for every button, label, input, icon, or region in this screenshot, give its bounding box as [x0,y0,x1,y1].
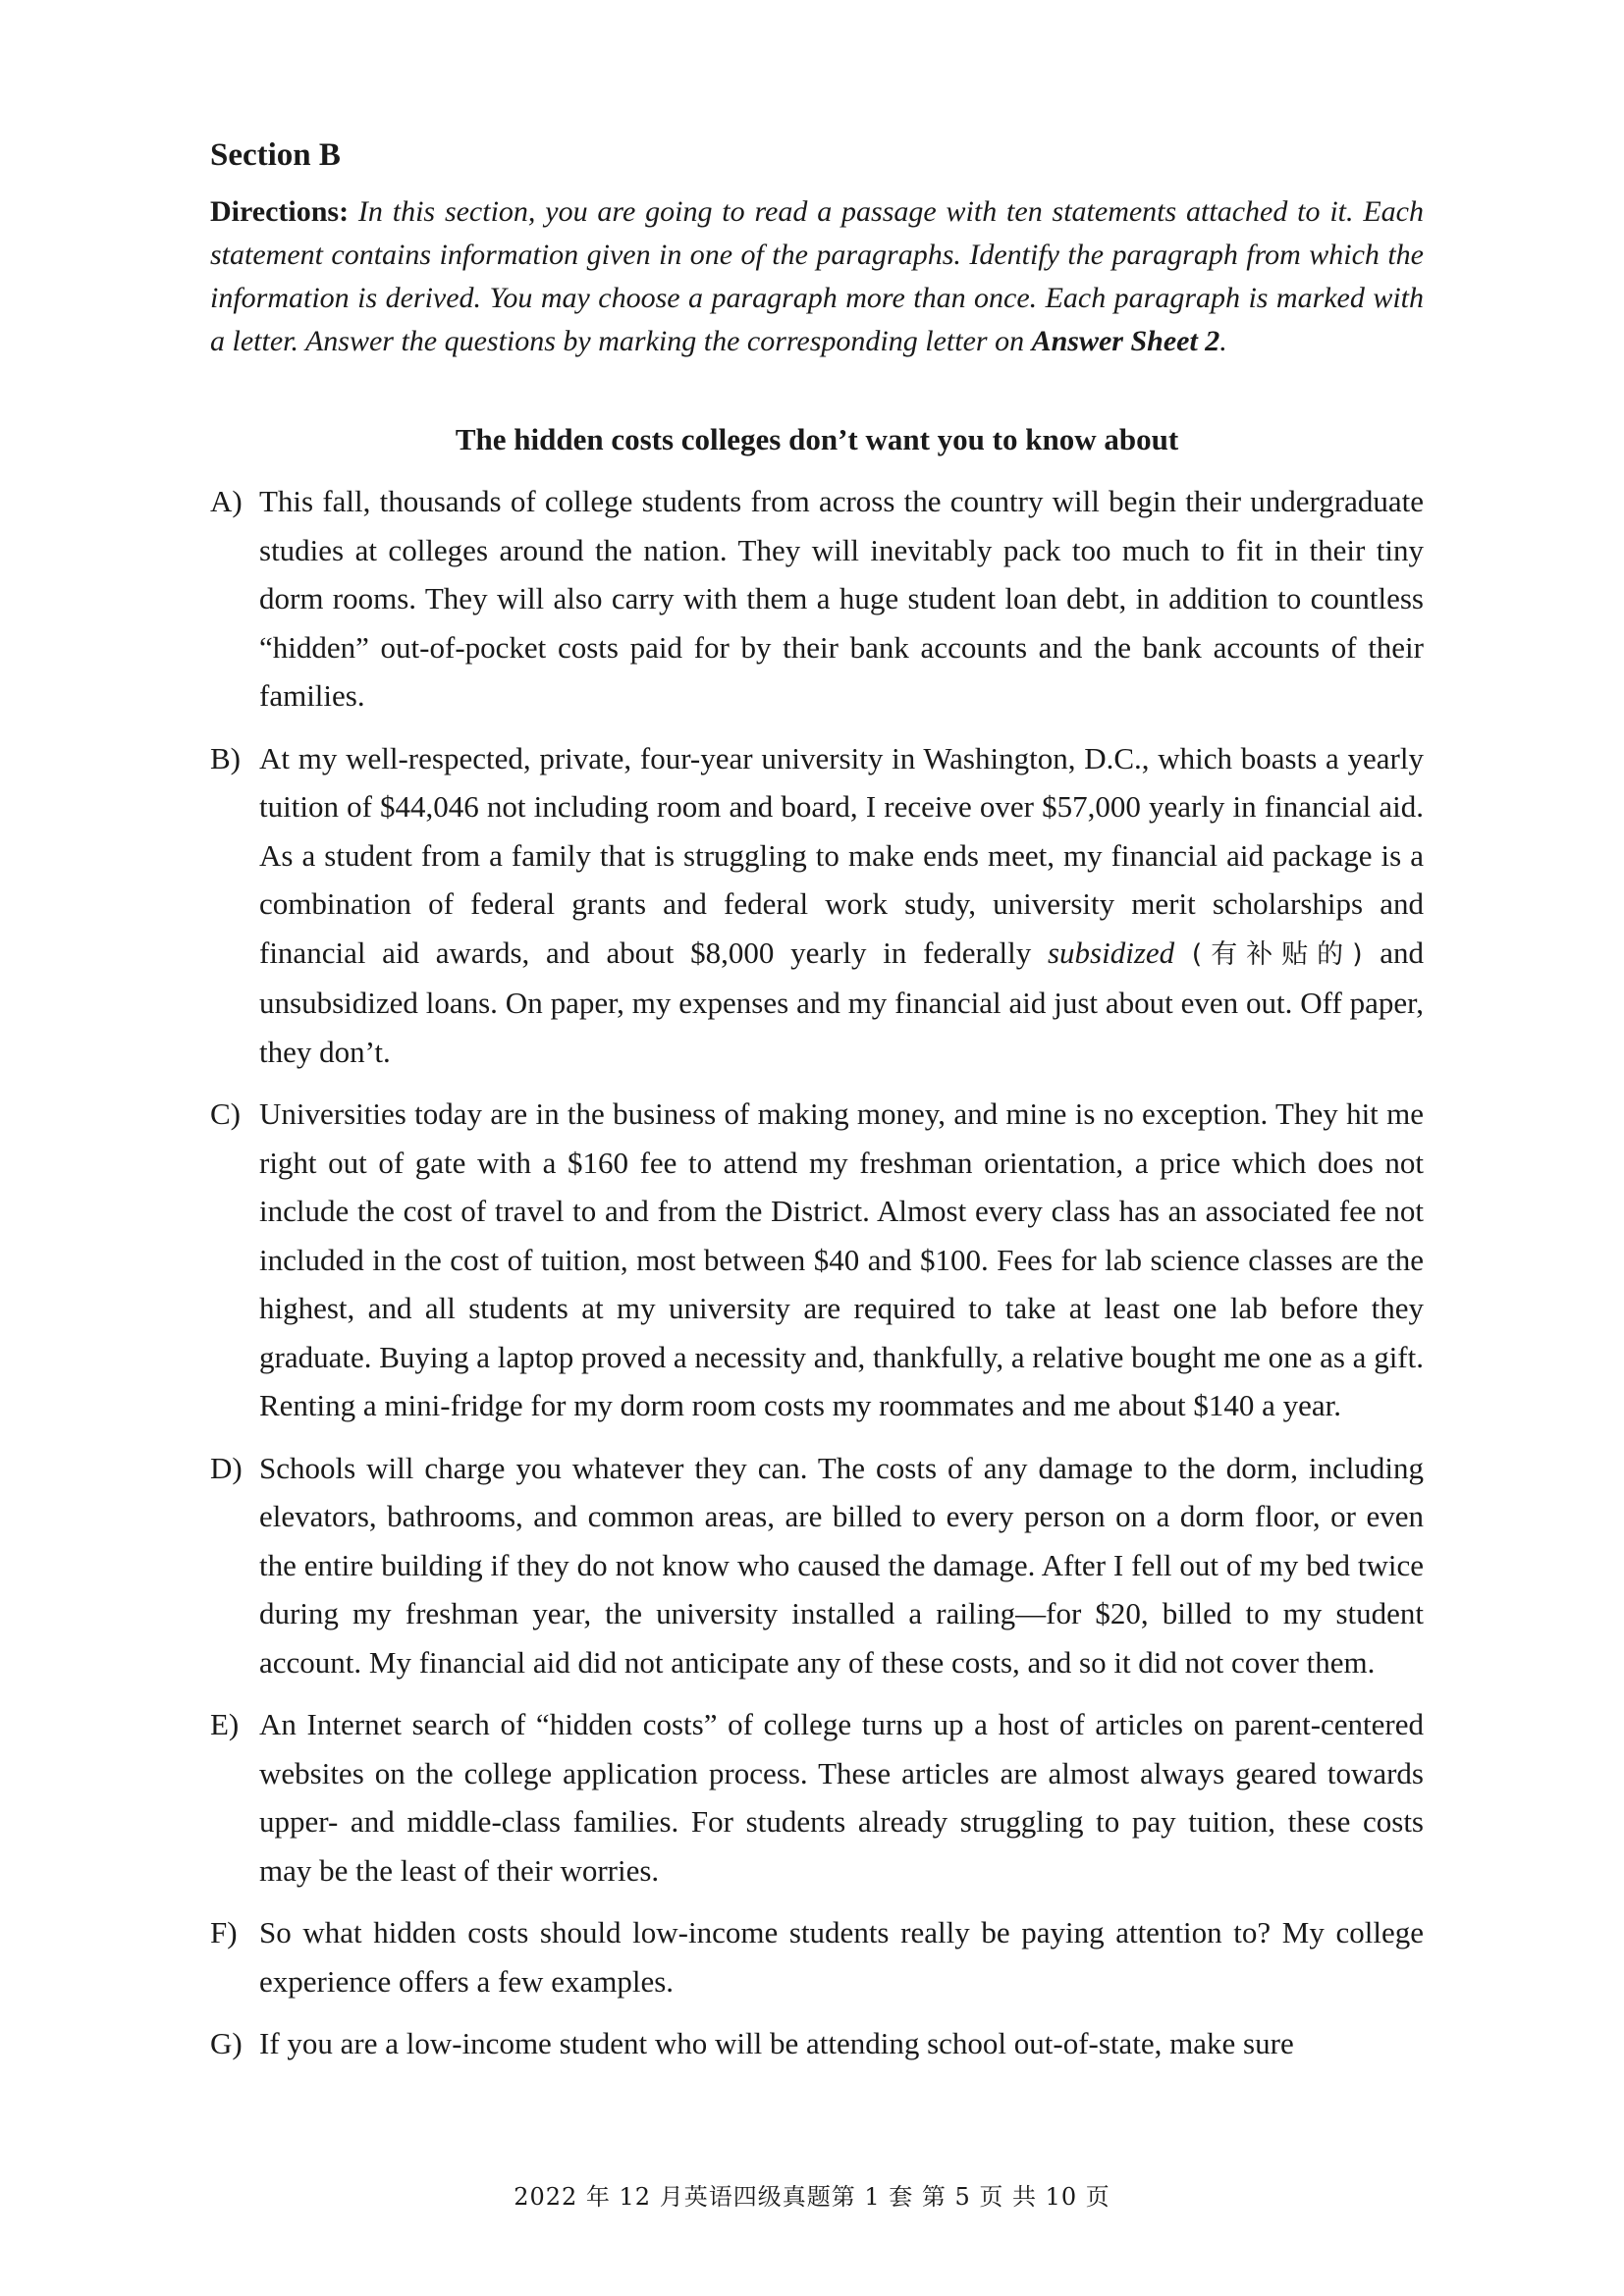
paragraph-letter: E) [210,1707,240,1741]
directions [210,190,1424,363]
passage-body [210,477,1424,2082]
paragraph-text: If you are a low-income student who will be attending school out-of-state, make sure [259,2026,1294,2060]
paragraph-text: So what hidden costs should low-income students really be paying attention to? My college experience offers a few examples. [259,1915,1424,1999]
paragraph-f [210,1908,1424,2005]
directions-text: In this section, you are going to read a passage with ten statements attached to it. Each statement contains information given in one of the paragraphs. Identify the paragraph from which the information is derived. You may choose a paragraph more than once. Each paragraph is marked with a letter. Answer the questions by marking the corresponding letter on [210,195,1424,357]
paragraph-text: Schools will charge you whatever they can. The costs of any damage to the dorm, including elevators, bathrooms, and common areas, are billed to every person on a dorm floor, or even the entire building if they do not know who caused the damage. After I fell out of my bed twice during my freshman year, the university installed a railing—for $20, billed to my student account. My financial aid did not anticipate any of these costs, and so it did not cover them. [259,1450,1424,1680]
chinese-gloss: (有补贴的) [1174,938,1380,970]
directions-end: . [1219,325,1227,357]
paragraph-b [210,734,1424,1077]
italic-term: subsidized [1047,934,1175,970]
directions-label: Directions: [210,195,350,228]
paragraph-text: This fall, thousands of college students from across the country will begin their undergraduate studies at colleges around the nation. They will inevitably pack too much to fit in their tiny dorm rooms. They will also carry with them a huge student loan debt, in addition to countless “hidden” out-of-pocket costs paid for by their bank accounts and the bank accounts of their families. [259,484,1424,713]
page-footer: 2022 年 12 月英语四级真题第 1 套 第 5 页 共 10 页 [514,2183,1110,2211]
passage-title: The hidden costs colleges don’t want you to know about [455,422,1179,456]
paragraph-g [210,2019,1424,2068]
paragraph-letter: C) [210,1096,241,1131]
paragraph-e [210,1700,1424,1895]
paragraph-c [210,1090,1424,1430]
paragraph-letter: G) [210,2026,243,2060]
paragraph-text: An Internet search of “hidden costs” of college turns up a host of articles on parent-centered websites on the college application process. These articles are almost always geared towards upper- and middle-class families. For students already struggling to pay tuition, these costs may be the least of their worries. [259,1707,1424,1888]
paragraph-letter: D) [210,1450,243,1485]
paragraph-letter: A) [210,484,243,518]
paragraph-text: At my well-respected, private, four-year university in Washington, D.C., which boasts a yearly tuition of $44,046 not including room and board, I receive over $57,000 yearly in financial aid. As a student from a family that is struggling to make ends meet, my financial aid package is a combination of federal grants and federal work study, university merit scholarships and financial aid awards, and about $8,000 yearly in federally [259,740,1424,970]
paragraph-d [210,1444,1424,1687]
paragraph-a [210,477,1424,721]
paragraph-letter: B) [210,740,241,775]
paragraph-text: Universities today are in the business of making money, and mine is no exception. They hit me right out of gate with a $160 fee to attend my freshman orientation, a price which does not include the cost of travel to and from the District. Almost every class has an associated fee not included in the cost of tuition, most between $40 and $100. Fees for lab science classes are the highest, and all students at my university are required to take at least one lab before they graduate. Buying a laptop proved a necessity and, thankfully, a relative bought me one as a gift. Renting a mini-fridge for my dorm room costs my roommates and me about $140 a year. [259,1096,1424,1422]
section-title: Section B [210,137,341,173]
paragraph-text-continued: and unsubsidized loans. On paper, my expenses and my financial aid just about even out. Off paper, they don’t. [259,934,1424,1069]
answer-sheet-reference: Answer Sheet 2 [1031,325,1220,357]
paragraph-letter: F) [210,1915,238,1949]
